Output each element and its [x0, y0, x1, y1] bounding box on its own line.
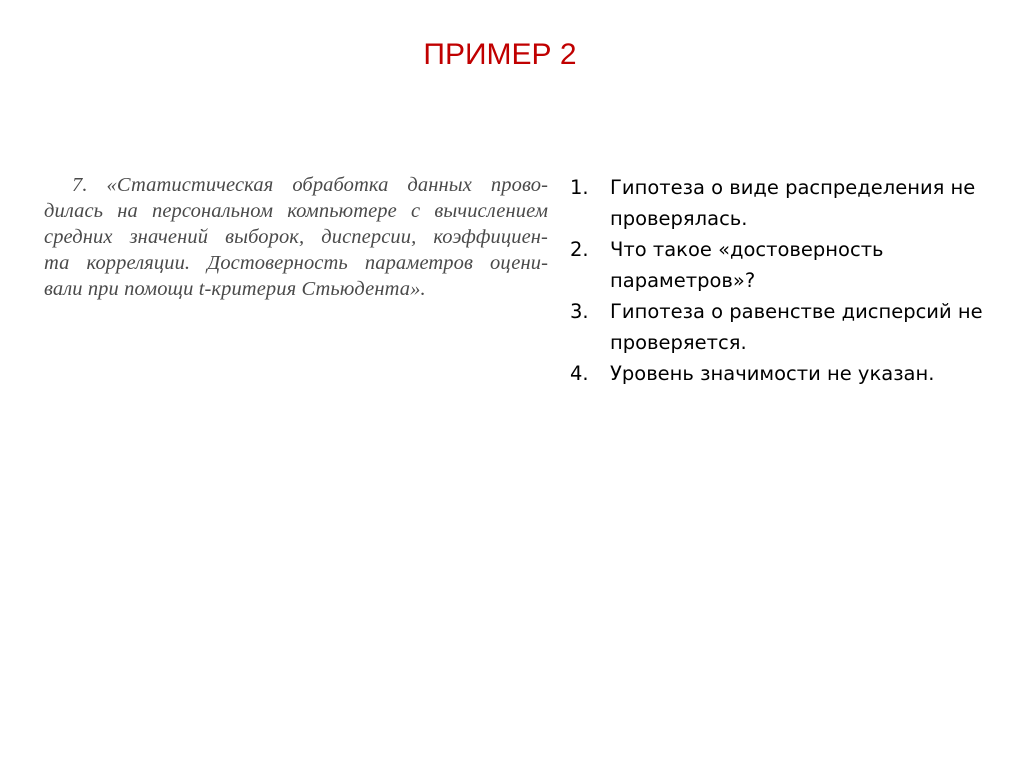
comment-number: 3. [570, 300, 589, 323]
comment-text: Уровень значимости не указан. [610, 362, 935, 385]
quoted-text-excerpt [44, 172, 548, 302]
comment-text: Гипотеза о виде распределения не проверялась. [610, 176, 976, 230]
comment-item [570, 358, 990, 389]
excerpt-line: 7. «Статистическая обработка данных прово- [72, 174, 548, 196]
comment-text: Что такое «достоверность параметров»? [610, 238, 884, 292]
comment-text: Гипотеза о равенстве дисперсий не проверяется. [610, 300, 983, 354]
excerpt-line: вали при помощи t-критерия Стьюдента». [44, 278, 426, 300]
comment-number: 1. [570, 176, 589, 199]
comment-item [570, 172, 990, 234]
comments-list [570, 172, 990, 389]
comment-item [570, 234, 990, 296]
excerpt-line: средних значений выборок, дисперсии, коэффициен- [44, 226, 548, 248]
slide-title: ПРИМЕР 2 [423, 38, 577, 71]
comment-number: 2. [570, 238, 589, 261]
comment-item [570, 296, 990, 358]
excerpt-line: та корреляции. Достоверность параметров оцени- [44, 252, 548, 274]
excerpt-line: дилась на персональном компьютере с вычислением [44, 200, 548, 222]
comment-number: 4. [570, 362, 589, 385]
